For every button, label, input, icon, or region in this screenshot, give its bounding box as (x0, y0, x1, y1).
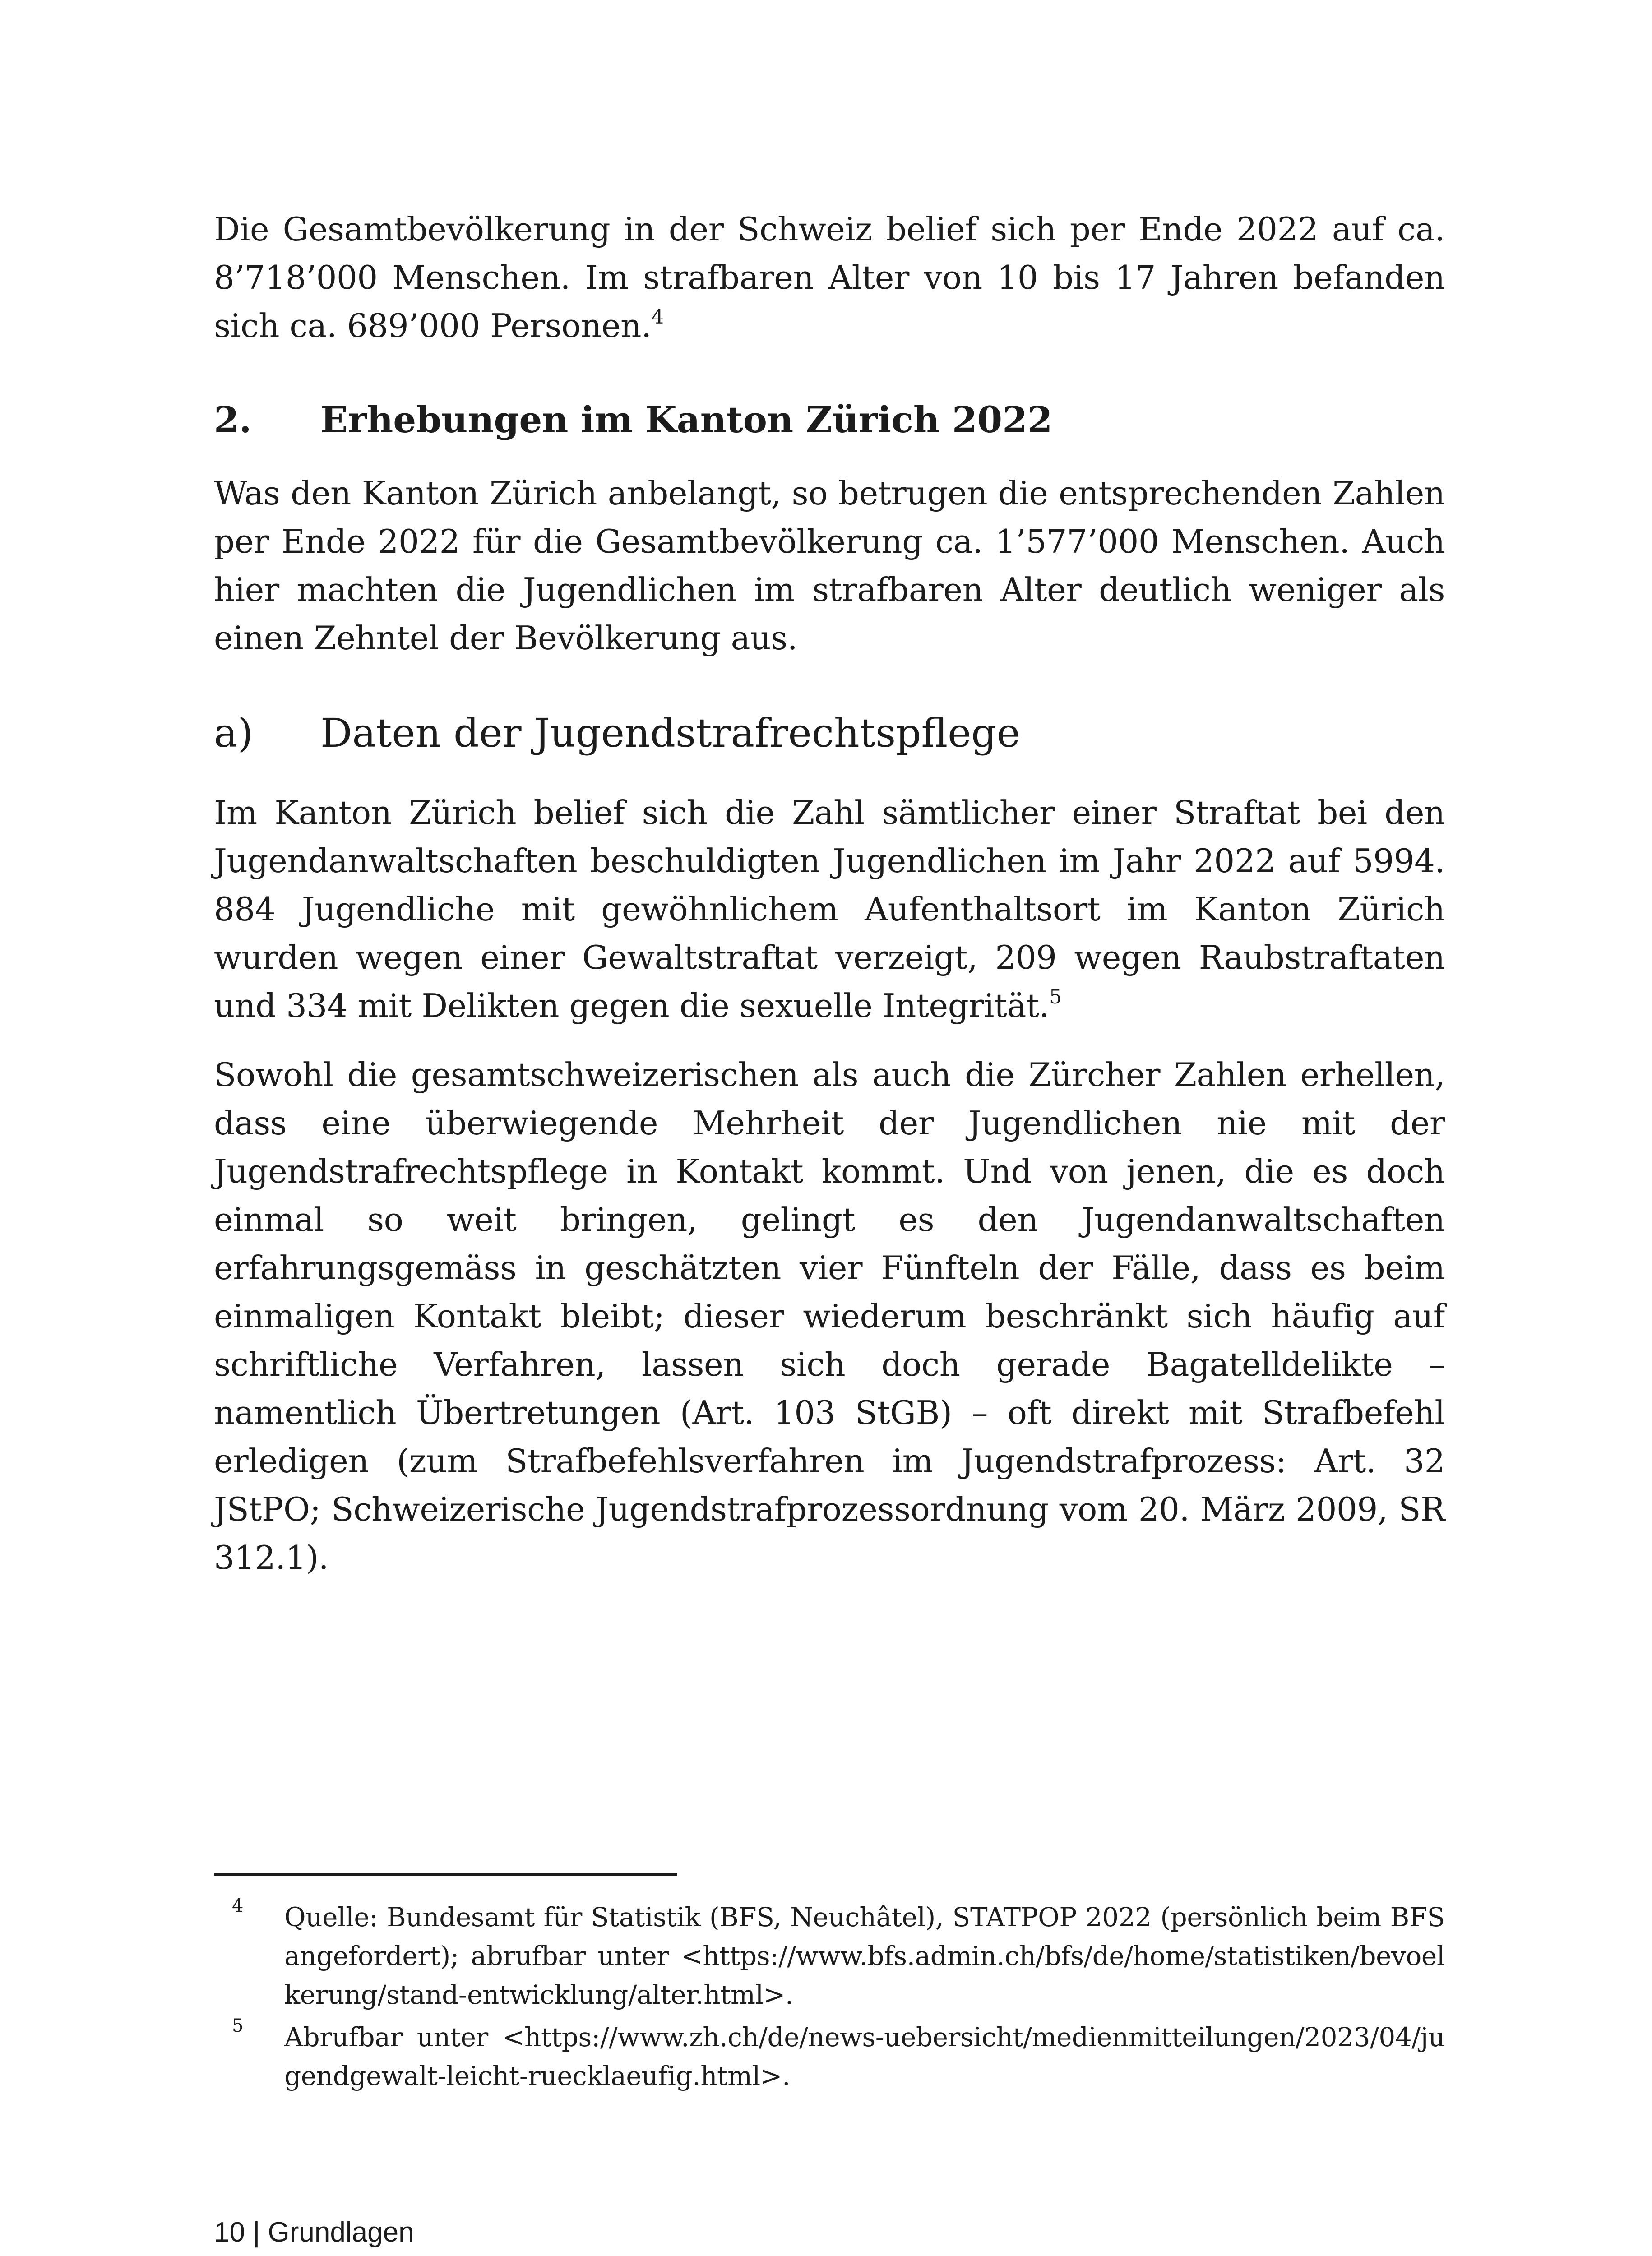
footnote-number: 4 (232, 1895, 244, 1916)
footnote-4 (214, 1895, 1445, 2014)
footnote-text: Abrufbar unter <https://www.zh.ch/de/news-uebersicht/medienmitteilungen/2023/04/jugendgewalt-leicht-ruecklaeufig.html>. (284, 2022, 1445, 2091)
subsection-paragraph-1 (214, 789, 1445, 1030)
footer-section-name: Grundlagen (268, 2217, 414, 2248)
section-paragraph: Was den Kanton Zürich anbelangt, so betrugen die entsprechenden Zahlen per Ende 2022 für die Gesamtbevölkerung ca. 1’577’000 Menschen. Auch hier machten die Jugendlichen im strafbaren Alter deutlich weniger als einen Zehntel der Bevölkerung aus. (214, 474, 1445, 657)
main-content (214, 205, 1445, 1582)
subsection-paragraph-2: Sowohl die gesamtschweizerischen als auch die Zürcher Zahlen erhellen, dass eine überwiegende Mehrheit der Jugendlichen nie mit der Jugendstrafrechtspflege in Kontakt kommt. Und von jenen, die es doch einmal so weit bringen, gelingt es den Jugendanwaltschaften erfahrungsgemäss in geschätzten vier Fünfteln der Fälle, dass es beim einmaligen Kontakt bleibt; dieser wiederum beschränkt sich häufig auf schriftliche Verfahren, lassen sich doch gerade Bagatelldelikte – namentlich Übertretungen (Art. 103 StGB) – oft direkt mit Strafbefehl erledigen (zum Strafbefehlsverfahren im Jugendstrafprozess: Art. 32 JStPO; Schweizerische Jugendstrafprozessordnung vom 20. März 2009, SR 312.1). (214, 1056, 1445, 1576)
footer-separator: | (245, 2217, 268, 2248)
footnote-number: 5 (232, 2016, 244, 2036)
section-title: Erhebungen im Kanton Zürich 2022 (320, 398, 1053, 441)
section-heading (214, 393, 1445, 447)
intro-paragraph-text: Die Gesamtbevölkerung in der Schweiz belief sich per Ende 2022 auf ca. 8’718’000 Menschen. Im strafbaren Alter von 10 bis 17 Jahren befanden sich ca. 689’000 Personen. (214, 210, 1445, 345)
footnote-text: Quelle: Bundesamt für Statistik (BFS, Neuchâtel), STATPOP 2022 (persönlich beim BFS angefordert); abrufbar unter <https://www.bfs.admin.ch/bfs/de/home/statistiken/bevoelkerung/stand-entwicklung/alter.html>. (284, 1902, 1445, 2010)
subsection-heading (214, 704, 1445, 763)
footnote-5 (214, 2018, 1445, 2095)
page-number: 10 (214, 2217, 245, 2248)
page-footer (214, 2214, 414, 2251)
footnote-ref-4[interactable]: 4 (651, 305, 664, 328)
footnotes (214, 1895, 1445, 2099)
subsection-number: a) (214, 710, 253, 756)
footnote-separator (214, 1873, 677, 1876)
intro-paragraph (214, 205, 1445, 350)
subsection-title: Daten der Jugendstrafrechtspflege (320, 710, 1020, 756)
footnote-ref-5[interactable]: 5 (1049, 985, 1062, 1008)
subsection-paragraph-1-text: Im Kanton Zürich belief sich die Zahl sämtlicher einer Straftat bei den Jugendanwaltschaften beschuldigten Jugendlichen im Jahr 2022 auf 5994. 884 Jugendliche mit gewöhnlichem Aufenthaltsort im Kanton Zürich wurden wegen einer Gewaltstraftat verzeigt, 209 wegen Raubstraftaten und 334 mit Delikten gegen die sexuelle Integrität. (214, 794, 1445, 1025)
section-number: 2. (214, 398, 252, 441)
